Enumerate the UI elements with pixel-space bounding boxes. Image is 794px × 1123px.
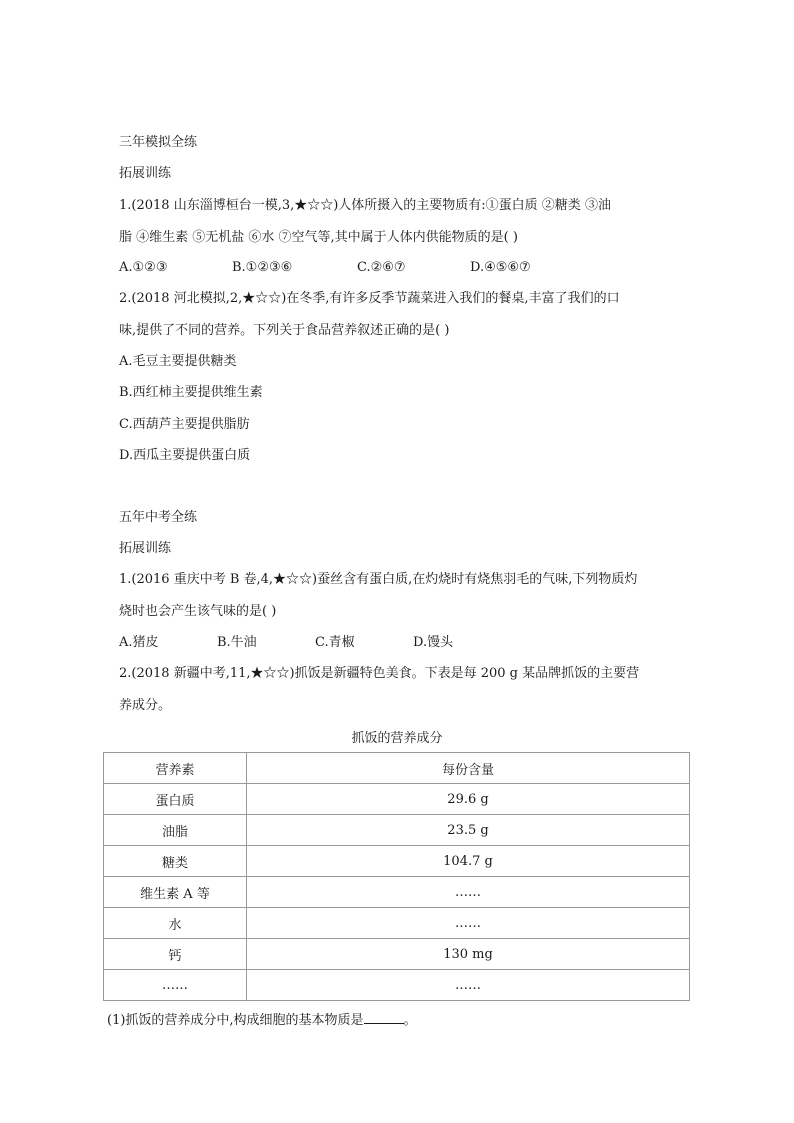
amount-cell: 29.6 g	[247, 784, 690, 815]
option-d: D.④⑤⑥⑦	[470, 260, 531, 275]
amount-cell: ……	[247, 908, 690, 939]
question-2-stem-line1: 2.(2018 新疆中考,11,★☆☆)抓饭是新疆特色美食。下表是每 200 g 某品牌抓饭的主要营	[119, 666, 640, 681]
question-1-options	[119, 259, 719, 277]
table-row	[104, 846, 690, 877]
question-1-options	[119, 634, 719, 652]
amount-cell: 130 mg	[247, 939, 690, 970]
option-a: A.猪皮	[119, 635, 159, 650]
option-d: D.西瓜主要提供蛋白质	[119, 448, 251, 463]
section-title-three-year: 三年模拟全练	[119, 135, 198, 150]
question-2-stem-line2: 味,提供了不同的营养。下列关于食品营养叙述正确的是( )	[119, 323, 450, 338]
table-row	[104, 970, 690, 1001]
sub-question-text: (1)抓饭的营养成分中,构成细胞的基本物质是	[107, 1013, 364, 1028]
section-subtitle: 拓展训练	[119, 541, 172, 556]
sub-question-1	[107, 1011, 417, 1030]
option-a: A.毛豆主要提供糖类	[119, 354, 237, 369]
question-1-stem-line1: 1.(2018 山东淄博桓台一模,3,★☆☆)人体所摄入的主要物质有:①蛋白质 ②糖类 ③油	[119, 198, 611, 213]
nutrient-cell: 钙	[104, 939, 247, 970]
section-title-five-year: 五年中考全练	[119, 510, 198, 525]
nutrient-cell: 糖类	[104, 846, 247, 877]
question-1-stem-line1: 1.(2016 重庆中考 B 卷,4,★☆☆)蚕丝含有蛋白质,在灼烧时有烧焦羽毛的气味,下列物质灼	[119, 572, 638, 587]
table-row	[104, 815, 690, 846]
question-2-stem-line2: 养成分。	[119, 698, 172, 713]
table-row	[104, 877, 690, 908]
answer-blank[interactable]	[364, 1011, 404, 1024]
option-b: B.牛油	[217, 635, 257, 650]
table-row	[104, 939, 690, 970]
question-2-stem-line1: 2.(2018 河北模拟,2,★☆☆)在冬季,有许多反季节蔬菜进入我们的餐桌,丰富了我们的口	[119, 291, 620, 306]
table-header-row	[104, 753, 690, 784]
option-c: C.西葫芦主要提供脂肪	[119, 417, 250, 432]
amount-cell: ……	[247, 970, 690, 1001]
nutrient-cell: 蛋白质	[104, 784, 247, 815]
amount-cell: ……	[247, 877, 690, 908]
column-header: 每份含量	[247, 753, 690, 784]
option-c: C.②⑥⑦	[357, 260, 406, 275]
table-row	[104, 908, 690, 939]
option-d: D.馒头	[413, 635, 454, 650]
question-1-stem-line2: 脂 ④维生素 ⑤无机盐 ⑥水 ⑦空气等,其中属于人体内供能物质的是( )	[119, 230, 518, 245]
option-b: B.西红柿主要提供维生素	[119, 385, 263, 400]
option-b: B.①②③⑥	[232, 260, 293, 275]
option-c: C.青椒	[315, 635, 355, 650]
nutrient-cell: 油脂	[104, 815, 247, 846]
nutrient-cell: ……	[104, 970, 247, 1001]
column-header: 营养素	[104, 753, 247, 784]
amount-cell: 104.7 g	[247, 846, 690, 877]
nutrient-cell: 维生素 A 等	[104, 877, 247, 908]
nutrition-table	[103, 752, 690, 1001]
amount-cell: 23.5 g	[247, 815, 690, 846]
nutrient-cell: 水	[104, 908, 247, 939]
section-subtitle: 拓展训练	[119, 166, 172, 181]
table-row	[104, 784, 690, 815]
question-1-stem-line2: 烧时也会产生该气味的是( )	[119, 604, 277, 619]
option-a: A.①②③	[119, 260, 168, 275]
sub-question-end: 。	[403, 1013, 417, 1028]
table-caption: 抓饭的营养成分	[351, 731, 443, 746]
